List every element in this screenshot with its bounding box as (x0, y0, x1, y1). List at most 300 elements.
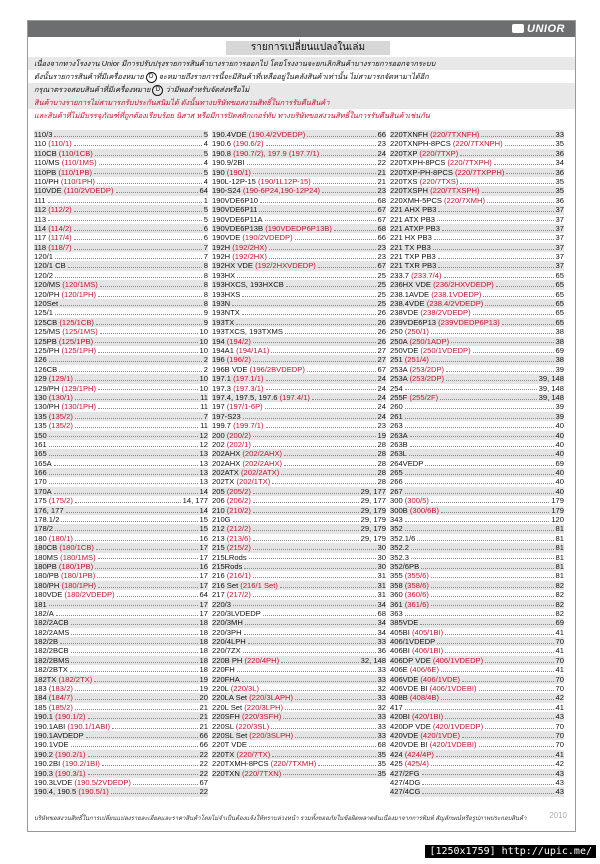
index-row (212, 553, 386, 562)
index-row (390, 384, 564, 393)
index-row (390, 402, 564, 411)
old-code: 170A (34, 486, 52, 496)
dot-leader (281, 468, 375, 475)
page-number: 34 (377, 599, 386, 609)
page-number: 11 (200, 392, 208, 402)
page-number: 32 (377, 684, 386, 694)
index-code (212, 337, 251, 346)
new-code: (197/1-6P) (224, 402, 263, 412)
old-code: 200 (212, 430, 225, 440)
old-code: 253A (390, 374, 408, 384)
old-code: 220TXSPH (390, 186, 428, 196)
index-code (212, 562, 242, 571)
new-code: (216/1) (224, 571, 251, 581)
page-number: 69 (555, 345, 564, 355)
index-row (212, 318, 386, 327)
new-code: (200/2) (224, 430, 251, 440)
old-code: 180 (34, 533, 47, 543)
page-number: 7 (203, 411, 208, 421)
old-code: 220SL Set (212, 731, 248, 740)
note-text: และสินค้าที่ไม่มีบรรจุภัณฑ์ที่ถูกต้องเรียบร้อย นิสาส หรือมีการปิดสติกเกอร์ทับ ทางบริษัทขอสงวนสิทธิ์ในการรับคืนสินค้าเช่นกัน (34, 111, 430, 120)
page-number: 67 (377, 364, 386, 374)
index-code (34, 327, 98, 336)
dot-leader (54, 130, 201, 137)
index-row (212, 355, 386, 364)
new-code: (190/2VDEDP) (240, 233, 293, 243)
old-code: 181 (34, 599, 47, 609)
dot-leader (431, 590, 554, 597)
index-row (390, 722, 564, 731)
page-number: 23 (377, 186, 386, 196)
dot-leader (66, 506, 198, 513)
old-code: 190-S24 (212, 186, 241, 196)
new-code: (202/1TX) (234, 477, 271, 487)
dot-leader (269, 243, 376, 250)
old-code: 425 (390, 759, 403, 769)
index-code (212, 224, 332, 233)
page-number: 34 (377, 618, 386, 628)
old-code: 263L (390, 449, 407, 459)
dot-leader (71, 656, 197, 663)
index-code (34, 590, 115, 599)
new-code: (250/1ADP) (407, 336, 450, 346)
index-row (34, 553, 208, 562)
old-code: 190VDE6P13B (212, 223, 264, 233)
index-row (390, 656, 564, 665)
dot-leader (405, 421, 554, 428)
page-number: 81 (555, 533, 564, 543)
index-code (390, 327, 429, 336)
index-row (34, 158, 208, 167)
old-code: 361 (390, 599, 403, 609)
index-row (34, 609, 208, 618)
old-code: 176, 177 (34, 505, 64, 515)
dot-leader (71, 628, 197, 635)
index-code (390, 252, 436, 261)
index-row (34, 562, 208, 571)
index-row (34, 637, 208, 646)
old-code: 190.4VDE (212, 130, 247, 139)
index-column-2 (212, 130, 386, 810)
new-code: (190.2/1BI) (60, 759, 100, 769)
dot-leader (97, 177, 202, 184)
brand-mark-icon (512, 24, 524, 33)
page-number: 82 (555, 608, 564, 618)
index-row (212, 712, 386, 721)
index-code (212, 750, 270, 759)
new-code: (197.7/1) (286, 148, 320, 158)
index-code (390, 534, 415, 543)
page-number: 40 (555, 468, 564, 478)
page-number: 40 (555, 439, 564, 449)
dot-leader (49, 355, 202, 362)
index-row (34, 374, 208, 383)
page-number: 19 (199, 684, 208, 694)
index-row (34, 308, 208, 317)
dot-leader (284, 449, 375, 456)
index-row (390, 646, 564, 655)
index-code (390, 186, 480, 195)
page-number: 5 (203, 205, 208, 215)
index-code (34, 318, 94, 327)
page-number: 81 (555, 524, 564, 534)
page-number: 4 (203, 158, 208, 168)
dot-leader (422, 787, 553, 794)
old-code: 233.7 (390, 270, 410, 280)
index-row (34, 243, 208, 252)
dot-leader (243, 646, 376, 653)
dot-leader (74, 139, 202, 146)
index-code (34, 759, 100, 768)
new-code: (360/6) (402, 590, 429, 600)
new-code: (220/7TXNFH) (427, 130, 480, 139)
old-code: 111 (34, 195, 46, 205)
old-code: 125PB (34, 336, 57, 346)
old-code: 130/PH (34, 402, 60, 412)
page-number: 39 (555, 364, 564, 374)
new-code: (110/1PH) (58, 176, 95, 186)
dot-leader (411, 543, 554, 550)
dot-leader (253, 543, 376, 550)
note-text: สินค้าบางรายการไม่สามารถรับประกันสนิมได้ ดังนั้นทางบริษัทขอสงวนสิทธิ์ในการรับคืนสินค้า (34, 98, 330, 107)
old-code: 110/MS (34, 158, 60, 168)
index-row (390, 618, 564, 627)
dot-leader (95, 562, 197, 569)
dot-leader (59, 365, 202, 372)
index-code (212, 186, 320, 195)
old-code: 220TXP (390, 148, 418, 158)
dot-leader (313, 177, 376, 184)
page-number: 40 (555, 449, 564, 459)
index-row (390, 787, 564, 796)
index-code (212, 524, 251, 533)
new-code: (130/1PH) (59, 402, 97, 412)
index-row (34, 196, 208, 205)
old-code: 182/2BCB (34, 646, 69, 656)
page-number: 26 (377, 308, 386, 318)
index-row (212, 468, 386, 477)
old-code: 253A (390, 364, 408, 374)
old-code: 182/2BMS (34, 655, 70, 665)
page-number: 23 (377, 242, 386, 252)
index-code (212, 646, 241, 655)
page-number: 12 (199, 430, 208, 440)
index-code (212, 477, 270, 486)
dot-leader (295, 233, 376, 240)
page-number: 36 (555, 195, 564, 205)
page-number: 29, 179 (360, 524, 386, 534)
index-row (34, 496, 208, 505)
old-code: 125CB (34, 317, 58, 327)
index-row (212, 543, 386, 552)
index-code (390, 769, 420, 778)
old-code: 192H (212, 242, 231, 252)
page-number: 69 (555, 618, 564, 628)
new-code: (220/4PH) (242, 655, 280, 665)
page-number: 68 (377, 740, 386, 750)
index-code (34, 581, 96, 590)
new-code: (220/7TXS) (417, 176, 459, 186)
index-row (212, 656, 386, 665)
index-code (390, 149, 458, 158)
index-row (34, 384, 208, 393)
old-code: 120/1 (34, 252, 54, 262)
dot-leader (49, 440, 198, 447)
dot-leader (479, 740, 554, 747)
dot-leader (49, 449, 198, 456)
index-row (34, 693, 208, 702)
index-row (34, 534, 208, 543)
brand-logo (512, 21, 565, 37)
new-code: (185/2) (46, 702, 73, 712)
index-row (212, 609, 386, 618)
new-code: (120/1MS) (60, 280, 98, 290)
page-number: 70 (555, 721, 564, 731)
page-number: 22 (199, 768, 208, 778)
old-code: 221 TX PB3 (390, 242, 431, 252)
old-code: 190.6 (212, 139, 232, 149)
index-code (34, 346, 96, 355)
page-number: 33 (377, 674, 386, 684)
page-number: 35 (377, 749, 386, 759)
page-number: 29, 179 (360, 515, 386, 525)
index-code (34, 186, 114, 195)
image-watermark: [1250x1759] http://upic.me/ (425, 845, 596, 858)
index-row (390, 130, 564, 139)
new-code: (220/7TXPH) (445, 158, 492, 168)
old-code: 263A (390, 430, 408, 440)
old-code: 385VDE (390, 618, 419, 628)
index-row (212, 384, 386, 393)
page-number: 66 (199, 740, 208, 750)
page-number: 33 (377, 665, 386, 675)
dot-leader (55, 524, 198, 531)
index-code (390, 196, 485, 205)
old-code: 193HXS (212, 289, 241, 299)
page-number: 9 (203, 317, 208, 327)
index-code (212, 459, 282, 468)
dot-leader (94, 675, 197, 682)
index-row (34, 299, 208, 308)
new-code: (118/7) (46, 242, 72, 252)
index-code (212, 722, 269, 731)
index-code (34, 421, 73, 430)
index-row (212, 618, 386, 627)
dot-leader (98, 384, 197, 391)
index-code (34, 196, 46, 205)
index-code (212, 590, 251, 599)
old-code: 120/1 CB (34, 261, 66, 271)
new-code: (220/3SLPH) (247, 731, 294, 740)
old-code: 129 (34, 374, 47, 384)
index-code (212, 609, 261, 618)
page-number: 19 (199, 674, 208, 684)
index-row (34, 421, 208, 430)
new-code: (212/2) (224, 524, 251, 534)
old-code: 213 (212, 533, 225, 543)
index-code (390, 365, 444, 374)
index-code (390, 637, 435, 646)
dot-leader (271, 346, 375, 353)
page-number: 5 (203, 214, 208, 224)
index-code (390, 459, 423, 468)
new-code: (192/2HXVDEDP) (252, 261, 316, 271)
old-code: 190.9/2BI (212, 158, 245, 168)
new-code: (233.7/4) (409, 270, 442, 280)
old-code: 185 (34, 702, 47, 712)
index-row (212, 731, 386, 740)
page-number: 37 (555, 223, 564, 233)
page-number: 66 (377, 233, 386, 243)
page-number: 82 (555, 590, 564, 600)
index-code (34, 778, 131, 787)
old-code: 182/2ACB (34, 618, 69, 628)
old-code: 197 (212, 402, 225, 412)
new-code: (217/2) (224, 590, 251, 600)
old-code: 190.3 (34, 768, 54, 778)
index-code (212, 308, 240, 317)
old-code: 300 (390, 496, 403, 506)
old-code: 220/3LVDEDP (212, 608, 261, 618)
old-code: 125/PH (34, 345, 60, 355)
page-number: 21 (377, 167, 386, 177)
page-number: 35 (377, 768, 386, 778)
old-code: 182/2BTX (34, 665, 68, 675)
index-code (34, 665, 68, 674)
dot-leader (96, 543, 198, 550)
old-code: 126 (34, 355, 47, 365)
new-code: (110/1PB) (56, 167, 92, 177)
dot-leader (473, 346, 554, 353)
new-code: (190-6P24,190-12P24) (240, 186, 321, 196)
new-code: (190.5/2VDEDP) (72, 777, 131, 787)
old-code: 170 (34, 477, 47, 487)
page-number: 28 (377, 477, 386, 487)
page-number: 33 (377, 693, 386, 703)
new-code: (358/6) (402, 580, 429, 590)
page-number: 14, 177 (182, 496, 208, 506)
old-code: 193TX (212, 317, 235, 327)
old-code: 182/A (34, 608, 54, 618)
dot-leader (100, 327, 198, 334)
index-code (390, 778, 420, 787)
page-number: 29, 177 (360, 496, 386, 506)
dot-leader (409, 449, 554, 456)
index-code (34, 355, 47, 364)
index-row (212, 158, 386, 167)
dot-leader (446, 365, 553, 372)
footer-disclaimer: บริษัทขอสงวนสิทธิ์ในการเปลี่ยนแปลงรายละเอียดและราคาสินค้าโดยไม่จำเป็นต้องแจ้งให้ทราบล่วงหน้า รวมทั้งขออภัยในข้อผิดพลาดอันเนื่องมาจากการพิมพ์ สัญลักษณ์หรือรูปภาพประกอบสินค้า (34, 816, 527, 822)
index-row (34, 787, 208, 796)
index-row (390, 158, 564, 167)
index-row (390, 318, 564, 327)
index-code (390, 703, 403, 712)
page-number: 31 (377, 590, 386, 600)
index-row (390, 524, 564, 533)
index-code (212, 703, 283, 712)
old-code: 180CB (34, 543, 58, 553)
dot-leader (437, 637, 553, 644)
index-code (390, 233, 432, 242)
index-code (390, 665, 439, 674)
old-code: 220LA Set (212, 693, 248, 703)
index-code (34, 506, 64, 515)
new-code: (110/1CB) (56, 148, 93, 158)
index-code (212, 374, 264, 383)
index-row (34, 524, 208, 533)
new-code: (215/2) (224, 543, 251, 553)
page-number: 8 (203, 280, 208, 290)
dot-leader (444, 271, 554, 278)
old-code: 217 (212, 590, 225, 600)
dot-leader (405, 609, 554, 616)
page-number: 10 (199, 327, 208, 337)
old-code: 220TXN (212, 768, 240, 778)
index-row (212, 205, 386, 214)
index-code (390, 675, 460, 684)
old-code: 192HX VDE (212, 261, 253, 271)
old-code: 220/3 (212, 599, 232, 609)
page-number: 66 (199, 731, 208, 740)
index-row (390, 196, 564, 205)
dot-leader (74, 205, 202, 212)
dot-leader (68, 261, 202, 268)
dot-leader (283, 769, 375, 776)
old-code: 250A (390, 336, 408, 346)
index-code (212, 515, 231, 524)
index-code (34, 553, 96, 562)
new-code: (251/4) (402, 355, 429, 365)
new-code: (129/1) (46, 374, 73, 384)
dot-leader (266, 421, 376, 428)
old-code: 196B VDE (212, 364, 248, 374)
old-code: 202TX (212, 477, 235, 487)
old-code: 220SL (212, 721, 234, 731)
page-number: 35 (555, 186, 564, 196)
dot-leader (321, 149, 375, 156)
index-row (212, 571, 386, 580)
index-row (390, 215, 564, 224)
old-code: 250VDE (390, 345, 419, 355)
dot-leader (405, 402, 554, 409)
index-code (390, 384, 403, 393)
old-code: 427/4DG (390, 777, 421, 787)
old-code: 110/PH (34, 176, 59, 186)
dot-leader (95, 149, 202, 156)
new-code: (408/4B) (407, 693, 439, 703)
dot-leader (233, 600, 376, 607)
dot-leader (94, 168, 202, 175)
index-row (34, 440, 208, 449)
index-code (34, 261, 66, 270)
page-number: 70 (555, 740, 564, 750)
index-code (390, 177, 458, 186)
page-number: 37 (555, 205, 564, 215)
old-code: 220L (212, 684, 229, 694)
index-row (34, 215, 208, 224)
page-number: 18 (199, 637, 208, 647)
index-code (390, 346, 471, 355)
page-number: 15 (199, 515, 208, 525)
dot-leader (95, 337, 197, 344)
new-code: (253/2DP) (407, 374, 445, 384)
page-number: 37 (555, 214, 564, 224)
page-number: 68 (377, 608, 386, 618)
index-row (390, 261, 564, 270)
index-row (212, 365, 386, 374)
dot-leader (481, 130, 553, 137)
index-code (390, 506, 439, 515)
